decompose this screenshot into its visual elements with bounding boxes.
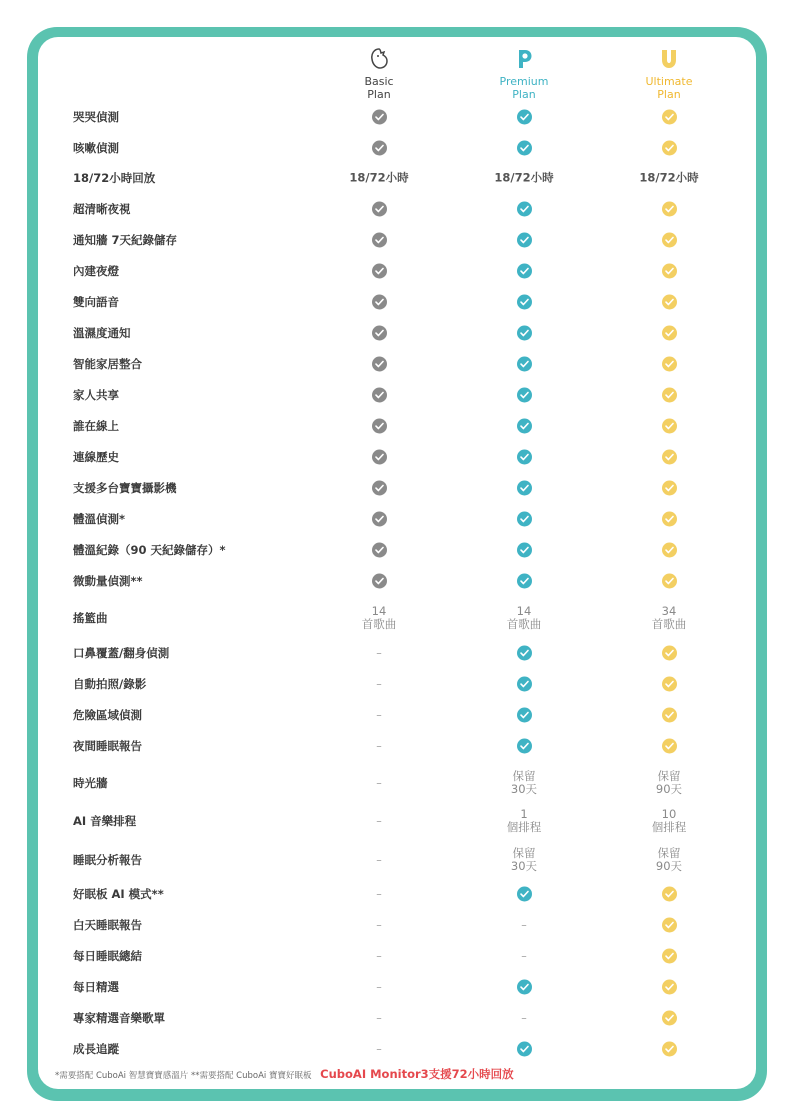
check-icon — [517, 887, 532, 902]
feature-label: 危險區域偵測 — [73, 708, 142, 722]
dash-text: – — [376, 677, 382, 691]
feature-label: 體溫偵測* — [73, 512, 126, 526]
dash-text: – — [376, 853, 382, 867]
dash-text: – — [376, 739, 382, 753]
not-available-dash — [324, 854, 434, 867]
check-icon — [614, 1011, 724, 1026]
value-text: 14 首歌曲 — [361, 604, 397, 631]
check-icon — [324, 357, 434, 372]
check-icon — [614, 450, 724, 465]
not-available-dash — [324, 777, 434, 790]
check-icon — [469, 574, 579, 589]
check-icon — [517, 980, 532, 995]
comparison-frame — [27, 27, 767, 1101]
check-icon — [372, 481, 387, 496]
check-icon — [372, 419, 387, 434]
check-icon — [614, 110, 724, 125]
check-icon — [324, 543, 434, 558]
check-icon — [469, 980, 579, 995]
dash-text: – — [376, 1011, 382, 1025]
check-icon — [662, 708, 677, 723]
not-available-dash — [469, 1012, 579, 1025]
not-available-dash — [324, 1012, 434, 1025]
check-icon — [324, 388, 434, 403]
check-icon — [662, 141, 677, 156]
not-available-dash — [469, 919, 579, 932]
value-text: 保留 30天 — [510, 846, 538, 873]
check-icon — [662, 887, 677, 902]
feature-label: 咳嗽偵測 — [73, 141, 119, 155]
feature-label: 成長追蹤 — [73, 1042, 119, 1056]
dash-text: – — [521, 1011, 527, 1025]
check-icon — [614, 481, 724, 496]
check-icon — [469, 1042, 579, 1057]
dash-text: – — [376, 708, 382, 722]
check-icon — [372, 574, 387, 589]
plan-name: Basic Plan — [364, 75, 394, 101]
check-icon — [469, 677, 579, 692]
dash-text: – — [376, 949, 382, 963]
check-icon — [372, 357, 387, 372]
check-icon — [372, 202, 387, 217]
value-text: 保留 30天 — [510, 769, 538, 796]
check-icon — [662, 1042, 677, 1057]
feature-label: 夜間睡眠報告 — [73, 739, 142, 753]
dash-text: – — [376, 887, 382, 901]
feature-label: 雙向語音 — [73, 295, 119, 309]
check-icon — [469, 512, 579, 527]
plan-name: Premium Plan — [499, 75, 549, 101]
check-icon — [372, 264, 387, 279]
check-icon — [517, 677, 532, 692]
check-icon — [469, 543, 579, 558]
value-text: 保留 90天 — [655, 769, 683, 796]
check-icon — [469, 233, 579, 248]
check-icon — [662, 110, 677, 125]
check-icon — [614, 887, 724, 902]
check-icon — [662, 419, 677, 434]
feature-label: 體溫紀錄（90 天紀錄儲存）* — [73, 543, 226, 557]
value-text: 保留 90天 — [655, 846, 683, 873]
check-icon — [614, 574, 724, 589]
check-icon — [614, 295, 724, 310]
check-icon — [662, 646, 677, 661]
check-icon — [662, 450, 677, 465]
feature-value — [469, 605, 579, 631]
check-icon — [469, 481, 579, 496]
footer-requirements: *需要搭配 CuboAi 智慧寶寶感溫片 **需要搭配 CuboAi 寶寶好眠板 — [55, 1071, 312, 1081]
plan-header-basic — [324, 47, 434, 101]
value-text: 1 個排程 — [506, 807, 542, 834]
not-available-dash — [469, 950, 579, 963]
check-icon — [372, 512, 387, 527]
p-logo-icon — [513, 47, 535, 71]
check-icon — [517, 543, 532, 558]
dash-text: – — [376, 1042, 382, 1056]
check-icon — [614, 326, 724, 341]
feature-label: 連線歷史 — [73, 450, 119, 464]
feature-label: 18/72小時回放 — [73, 171, 156, 185]
check-icon — [517, 357, 532, 372]
check-icon — [469, 357, 579, 372]
feature-label: 通知牆 7天紀錄儲存 — [73, 233, 178, 247]
check-icon — [469, 110, 579, 125]
plan-header-ultimate — [614, 47, 724, 101]
check-icon — [517, 233, 532, 248]
check-icon — [662, 202, 677, 217]
feature-label: 白天睡眠報告 — [73, 918, 142, 932]
feature-label: 自動拍照/錄影 — [73, 677, 147, 691]
check-icon — [662, 949, 677, 964]
check-icon — [614, 708, 724, 723]
check-icon — [372, 295, 387, 310]
check-icon — [372, 326, 387, 341]
check-icon — [662, 1011, 677, 1026]
check-icon — [662, 739, 677, 754]
value-text: 14 首歌曲 — [506, 604, 542, 631]
feature-label: AI 音樂排程 — [73, 814, 137, 828]
feature-label: 哭哭偵測 — [73, 110, 119, 124]
check-icon — [614, 419, 724, 434]
check-icon — [469, 388, 579, 403]
check-icon — [324, 295, 434, 310]
check-icon — [662, 264, 677, 279]
check-icon — [372, 388, 387, 403]
check-icon — [324, 574, 434, 589]
check-icon — [324, 202, 434, 217]
check-icon — [469, 326, 579, 341]
feature-label: 內建夜燈 — [73, 264, 119, 278]
check-icon — [614, 646, 724, 661]
check-icon — [614, 918, 724, 933]
not-available-dash — [324, 1043, 434, 1056]
check-icon — [324, 233, 434, 248]
check-icon — [662, 574, 677, 589]
check-icon — [662, 918, 677, 933]
feature-label: 睡眠分析報告 — [73, 853, 142, 867]
u-logo-icon — [658, 47, 680, 71]
check-icon — [614, 233, 724, 248]
check-icon — [517, 264, 532, 279]
dash-text: – — [521, 949, 527, 963]
check-icon — [662, 326, 677, 341]
check-icon — [614, 202, 724, 217]
bird-icon — [368, 47, 390, 71]
check-icon — [662, 295, 677, 310]
feature-value — [324, 605, 434, 631]
feature-value — [614, 808, 724, 834]
check-icon — [469, 708, 579, 723]
feature-value — [469, 172, 579, 185]
feature-label: 專家精選音樂歌單 — [73, 1011, 165, 1025]
check-icon — [614, 388, 724, 403]
check-icon — [614, 141, 724, 156]
value-text: 10 個排程 — [651, 807, 687, 834]
check-icon — [469, 295, 579, 310]
check-icon — [517, 708, 532, 723]
check-icon — [614, 543, 724, 558]
check-icon — [469, 141, 579, 156]
dash-text: – — [521, 918, 527, 932]
not-available-dash — [324, 919, 434, 932]
feature-label: 好眠板 AI 模式** — [73, 887, 164, 901]
check-icon — [517, 388, 532, 403]
feature-label: 智能家居整合 — [73, 357, 142, 371]
feature-value — [469, 847, 579, 873]
not-available-dash — [324, 709, 434, 722]
check-icon — [372, 110, 387, 125]
feature-value — [469, 770, 579, 796]
not-available-dash — [324, 678, 434, 691]
check-icon — [517, 141, 532, 156]
check-icon — [662, 980, 677, 995]
feature-label: 支援多台寶寶攝影機 — [73, 481, 177, 495]
dash-text: – — [376, 918, 382, 932]
check-icon — [614, 1042, 724, 1057]
not-available-dash — [324, 981, 434, 994]
feature-value — [614, 847, 724, 873]
check-icon — [372, 233, 387, 248]
feature-value — [469, 808, 579, 834]
check-icon — [517, 646, 532, 661]
check-icon — [372, 450, 387, 465]
check-icon — [324, 481, 434, 496]
not-available-dash — [324, 888, 434, 901]
check-icon — [517, 419, 532, 434]
comparison-table — [38, 37, 756, 1089]
value-text: 18/72小時 — [639, 170, 699, 185]
dash-text: – — [376, 776, 382, 790]
footer-highlight: CuboAI Monitor3支援72小時回放 — [320, 1067, 514, 1081]
check-icon — [614, 949, 724, 964]
check-icon — [517, 512, 532, 527]
not-available-dash — [324, 815, 434, 828]
value-text: 18/72小時 — [349, 170, 409, 185]
check-icon — [517, 110, 532, 125]
feature-label: 每日睡眠總結 — [73, 949, 142, 963]
check-icon — [614, 980, 724, 995]
check-icon — [517, 739, 532, 754]
feature-label: 口鼻覆蓋/翻身偵測 — [73, 646, 170, 660]
plan-header-premium — [469, 47, 579, 101]
check-icon — [614, 739, 724, 754]
check-icon — [662, 388, 677, 403]
feature-label: 家人共享 — [73, 388, 119, 402]
not-available-dash — [324, 740, 434, 753]
check-icon — [662, 233, 677, 248]
dash-text: – — [376, 646, 382, 660]
feature-label: 時光牆 — [73, 776, 108, 790]
check-icon — [517, 574, 532, 589]
check-icon — [662, 677, 677, 692]
check-icon — [614, 264, 724, 279]
check-icon — [469, 739, 579, 754]
check-icon — [614, 357, 724, 372]
check-icon — [469, 450, 579, 465]
plan-name: Ultimate Plan — [645, 75, 693, 101]
feature-label: 超清晰夜視 — [73, 202, 131, 216]
check-icon — [517, 1042, 532, 1057]
check-icon — [517, 450, 532, 465]
feature-label: 微動量偵測** — [73, 574, 143, 588]
check-icon — [324, 110, 434, 125]
check-icon — [517, 295, 532, 310]
feature-label: 搖籃曲 — [73, 611, 108, 625]
feature-value — [614, 605, 724, 631]
check-icon — [324, 512, 434, 527]
check-icon — [662, 481, 677, 496]
check-icon — [469, 646, 579, 661]
check-icon — [662, 543, 677, 558]
check-icon — [517, 326, 532, 341]
feature-value — [324, 172, 434, 185]
feature-label: 每日精選 — [73, 980, 119, 994]
check-icon — [372, 141, 387, 156]
check-icon — [469, 264, 579, 279]
check-icon — [324, 326, 434, 341]
check-icon — [469, 202, 579, 217]
not-available-dash — [324, 950, 434, 963]
check-icon — [614, 512, 724, 527]
check-icon — [469, 887, 579, 902]
feature-label: 誰在線上 — [73, 419, 119, 433]
dash-text: – — [376, 814, 382, 828]
value-text: 34 首歌曲 — [651, 604, 687, 631]
value-text: 18/72小時 — [494, 170, 554, 185]
check-icon — [614, 677, 724, 692]
check-icon — [469, 419, 579, 434]
feature-value — [614, 770, 724, 796]
check-icon — [517, 481, 532, 496]
feature-value — [614, 172, 724, 185]
check-icon — [662, 512, 677, 527]
dash-text: – — [376, 980, 382, 994]
check-icon — [517, 202, 532, 217]
check-icon — [324, 264, 434, 279]
check-icon — [324, 141, 434, 156]
check-icon — [662, 357, 677, 372]
check-icon — [324, 450, 434, 465]
footer-note — [55, 1066, 514, 1082]
feature-label: 溫濕度通知 — [73, 326, 131, 340]
not-available-dash — [324, 647, 434, 660]
check-icon — [372, 543, 387, 558]
check-icon — [324, 419, 434, 434]
